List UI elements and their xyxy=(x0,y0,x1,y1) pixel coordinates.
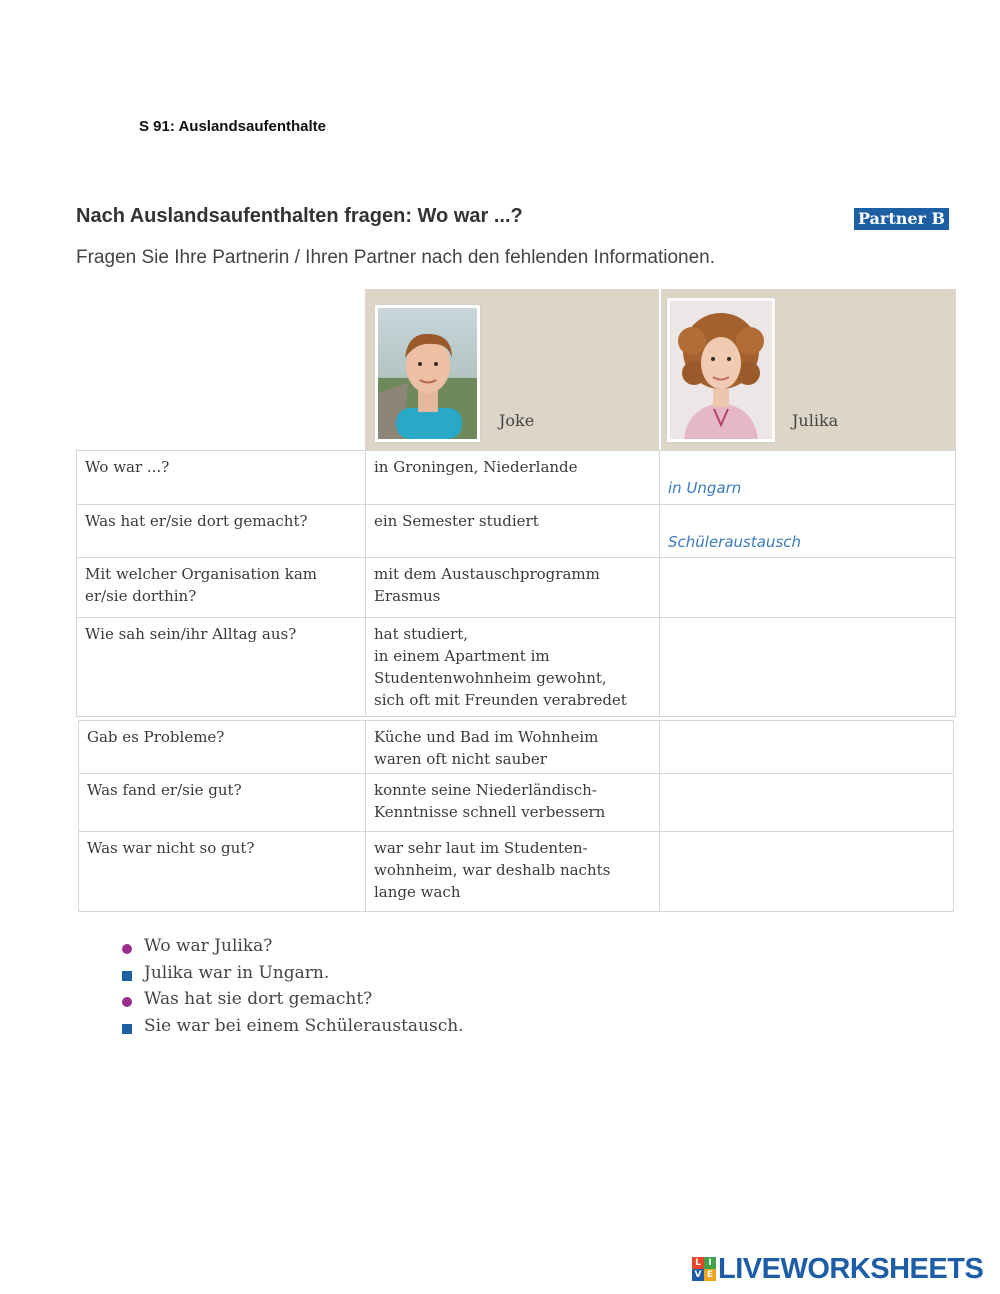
exercise-heading: Nach Auslandsaufenthalten fragen: Wo war ...? xyxy=(76,205,523,227)
julika-answer-input[interactable] xyxy=(668,533,947,551)
julika-answer-cell xyxy=(659,773,954,832)
julika-answer-input[interactable] xyxy=(668,587,947,605)
julika-answer-input[interactable] xyxy=(668,803,945,821)
logo-text: LIVEWORKSHEETS xyxy=(718,1252,984,1285)
joke-answer-cell: Küche und Bad im Wohnheim waren oft nicht sauber xyxy=(365,720,660,774)
question-cell: Wie sah sein/ihr Alltag aus? xyxy=(76,617,366,717)
liveworksheets-logo xyxy=(692,1254,983,1284)
joke-answer-cell: ein Semester studiert xyxy=(365,504,660,558)
question-cell: Wo war ...? xyxy=(76,450,366,505)
page-label: S 91: Auslandsaufenthalte xyxy=(139,118,326,135)
blue-square-icon xyxy=(122,971,132,981)
julika-answer-cell xyxy=(659,617,956,717)
julika-answer-cell xyxy=(659,504,956,558)
joke-answer-cell: mit dem Austauschprogramm Erasmus xyxy=(365,557,660,618)
julika-answer-cell xyxy=(659,450,956,505)
purple-dot-icon xyxy=(122,944,132,954)
julika-answer-cell xyxy=(659,831,954,912)
question-cell: Gab es Probleme? xyxy=(78,720,366,774)
julika-answer-input[interactable] xyxy=(668,479,947,497)
question-cell: Was fand er/sie gut? xyxy=(78,773,366,832)
julika-answer-input[interactable] xyxy=(668,861,945,879)
julika-answer-cell xyxy=(659,720,954,774)
purple-dot-icon xyxy=(122,997,132,1007)
blue-square-icon xyxy=(122,1024,132,1034)
partner-badge: Partner B xyxy=(854,208,949,230)
julika-answer-cell xyxy=(659,557,956,618)
joke-answer-cell: war sehr laut im Studenten- wohnheim, war deshalb nachts lange wach xyxy=(365,831,660,912)
instruction-text: Fragen Sie Ihre Partnerin / Ihren Partner nach den fehlenden Informationen. xyxy=(76,247,716,268)
person-name-joke: Joke xyxy=(499,411,535,430)
question-cell: Mit welcher Organisation kam er/sie dorthin? xyxy=(76,557,366,618)
joke-answer-cell: in Groningen, Niederlande xyxy=(365,450,660,505)
logo-mark-icon: L I V E xyxy=(692,1257,716,1281)
question-cell: Was war nicht so gut? xyxy=(78,831,366,912)
joke-answer-cell: konnte seine Niederländisch- Kenntnisse schnell verbessern xyxy=(365,773,660,832)
julika-answer-input[interactable] xyxy=(668,750,945,768)
joke-answer-cell: hat studiert, in einem Apartment im Studentenwohnheim gewohnt, sich oft mit Freunden verabredet xyxy=(365,617,660,717)
question-cell: Was hat er/sie dort gemacht? xyxy=(76,504,366,558)
person-name-julika: Julika xyxy=(792,411,839,430)
julika-answer-input[interactable] xyxy=(668,647,947,665)
